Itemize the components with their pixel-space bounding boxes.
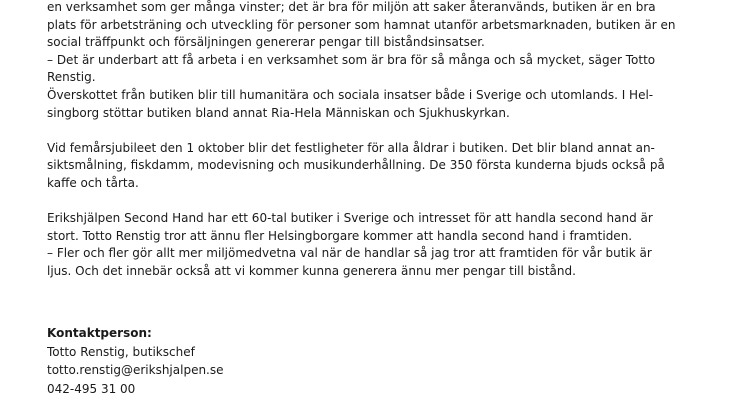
text-line: plats för arbetsträning och utveckling för personer som hamnat utanför arbetsmarknaden, butiken är en (47, 17, 676, 32)
text-line: Renstig. (47, 70, 96, 85)
paragraph-gap (47, 281, 647, 307)
text-line: Vid femårsjubileet den 1 oktober blir det festligheter för alla åldrar i butiken. Det blir bland annat an- (47, 140, 655, 155)
text-line: kaffe och tårta. (47, 175, 139, 190)
paragraph-gap (47, 307, 647, 325)
text-line: stort. Totto Renstig tror att ännu fler Helsingborgare kommer att handla second hand i framtiden. (47, 228, 633, 243)
quote-line: – Fler och fler gör allt mer miljömedvetna val när de handlar så jag tror att framtiden för vår butik är (47, 246, 652, 261)
paragraph-anniversary (47, 140, 665, 193)
contact-label: Kontaktperson: (47, 326, 152, 341)
text-line: Erikshjälpen Second Hand har ett 60-tal butiker i Sverige och intresset för att handla second hand är (47, 211, 653, 226)
paragraph-intro (47, 0, 676, 122)
text-line: en verksamhet som ger många vinster; det är bra för miljön att saker återanvänds, butiken är en bra (47, 0, 656, 14)
contact-block (47, 324, 647, 398)
text-line: ljus. Och det innebär också att vi kommer kunna generera ännu mer pengar till bistånd. (47, 263, 576, 278)
text-line: singborg stöttar butiken bland annat Ria-Hela Människan och Sjukhuskyrkan. (47, 105, 510, 120)
text-line: Överskottet från butiken blir till humanitära och sociala insatser både i Sverige och utomlands. I Hel- (47, 87, 654, 102)
contact-name: Totto Renstig, butikschef (47, 344, 195, 359)
text-line: social träffpunkt och försäljningen genererar pengar till biståndsinsatser. (47, 35, 485, 50)
paragraph-future (47, 210, 653, 280)
contact-email[interactable]: totto.renstig@erikshjalpen.se (47, 363, 224, 378)
paragraph-gap (47, 193, 647, 211)
quote-line: – Det är underbart att få arbeta i en verksamhet som är bra för så många och så mycket, säger Totto (47, 52, 656, 67)
text-line: siktsmålning, fiskdamm, modevisning och musikunderhållning. De 350 första kunderna bjuds också på (47, 158, 665, 173)
contact-phone: 042-495 31 00 (47, 381, 136, 396)
press-release-body (47, 0, 676, 398)
paragraph-gap (47, 122, 647, 140)
